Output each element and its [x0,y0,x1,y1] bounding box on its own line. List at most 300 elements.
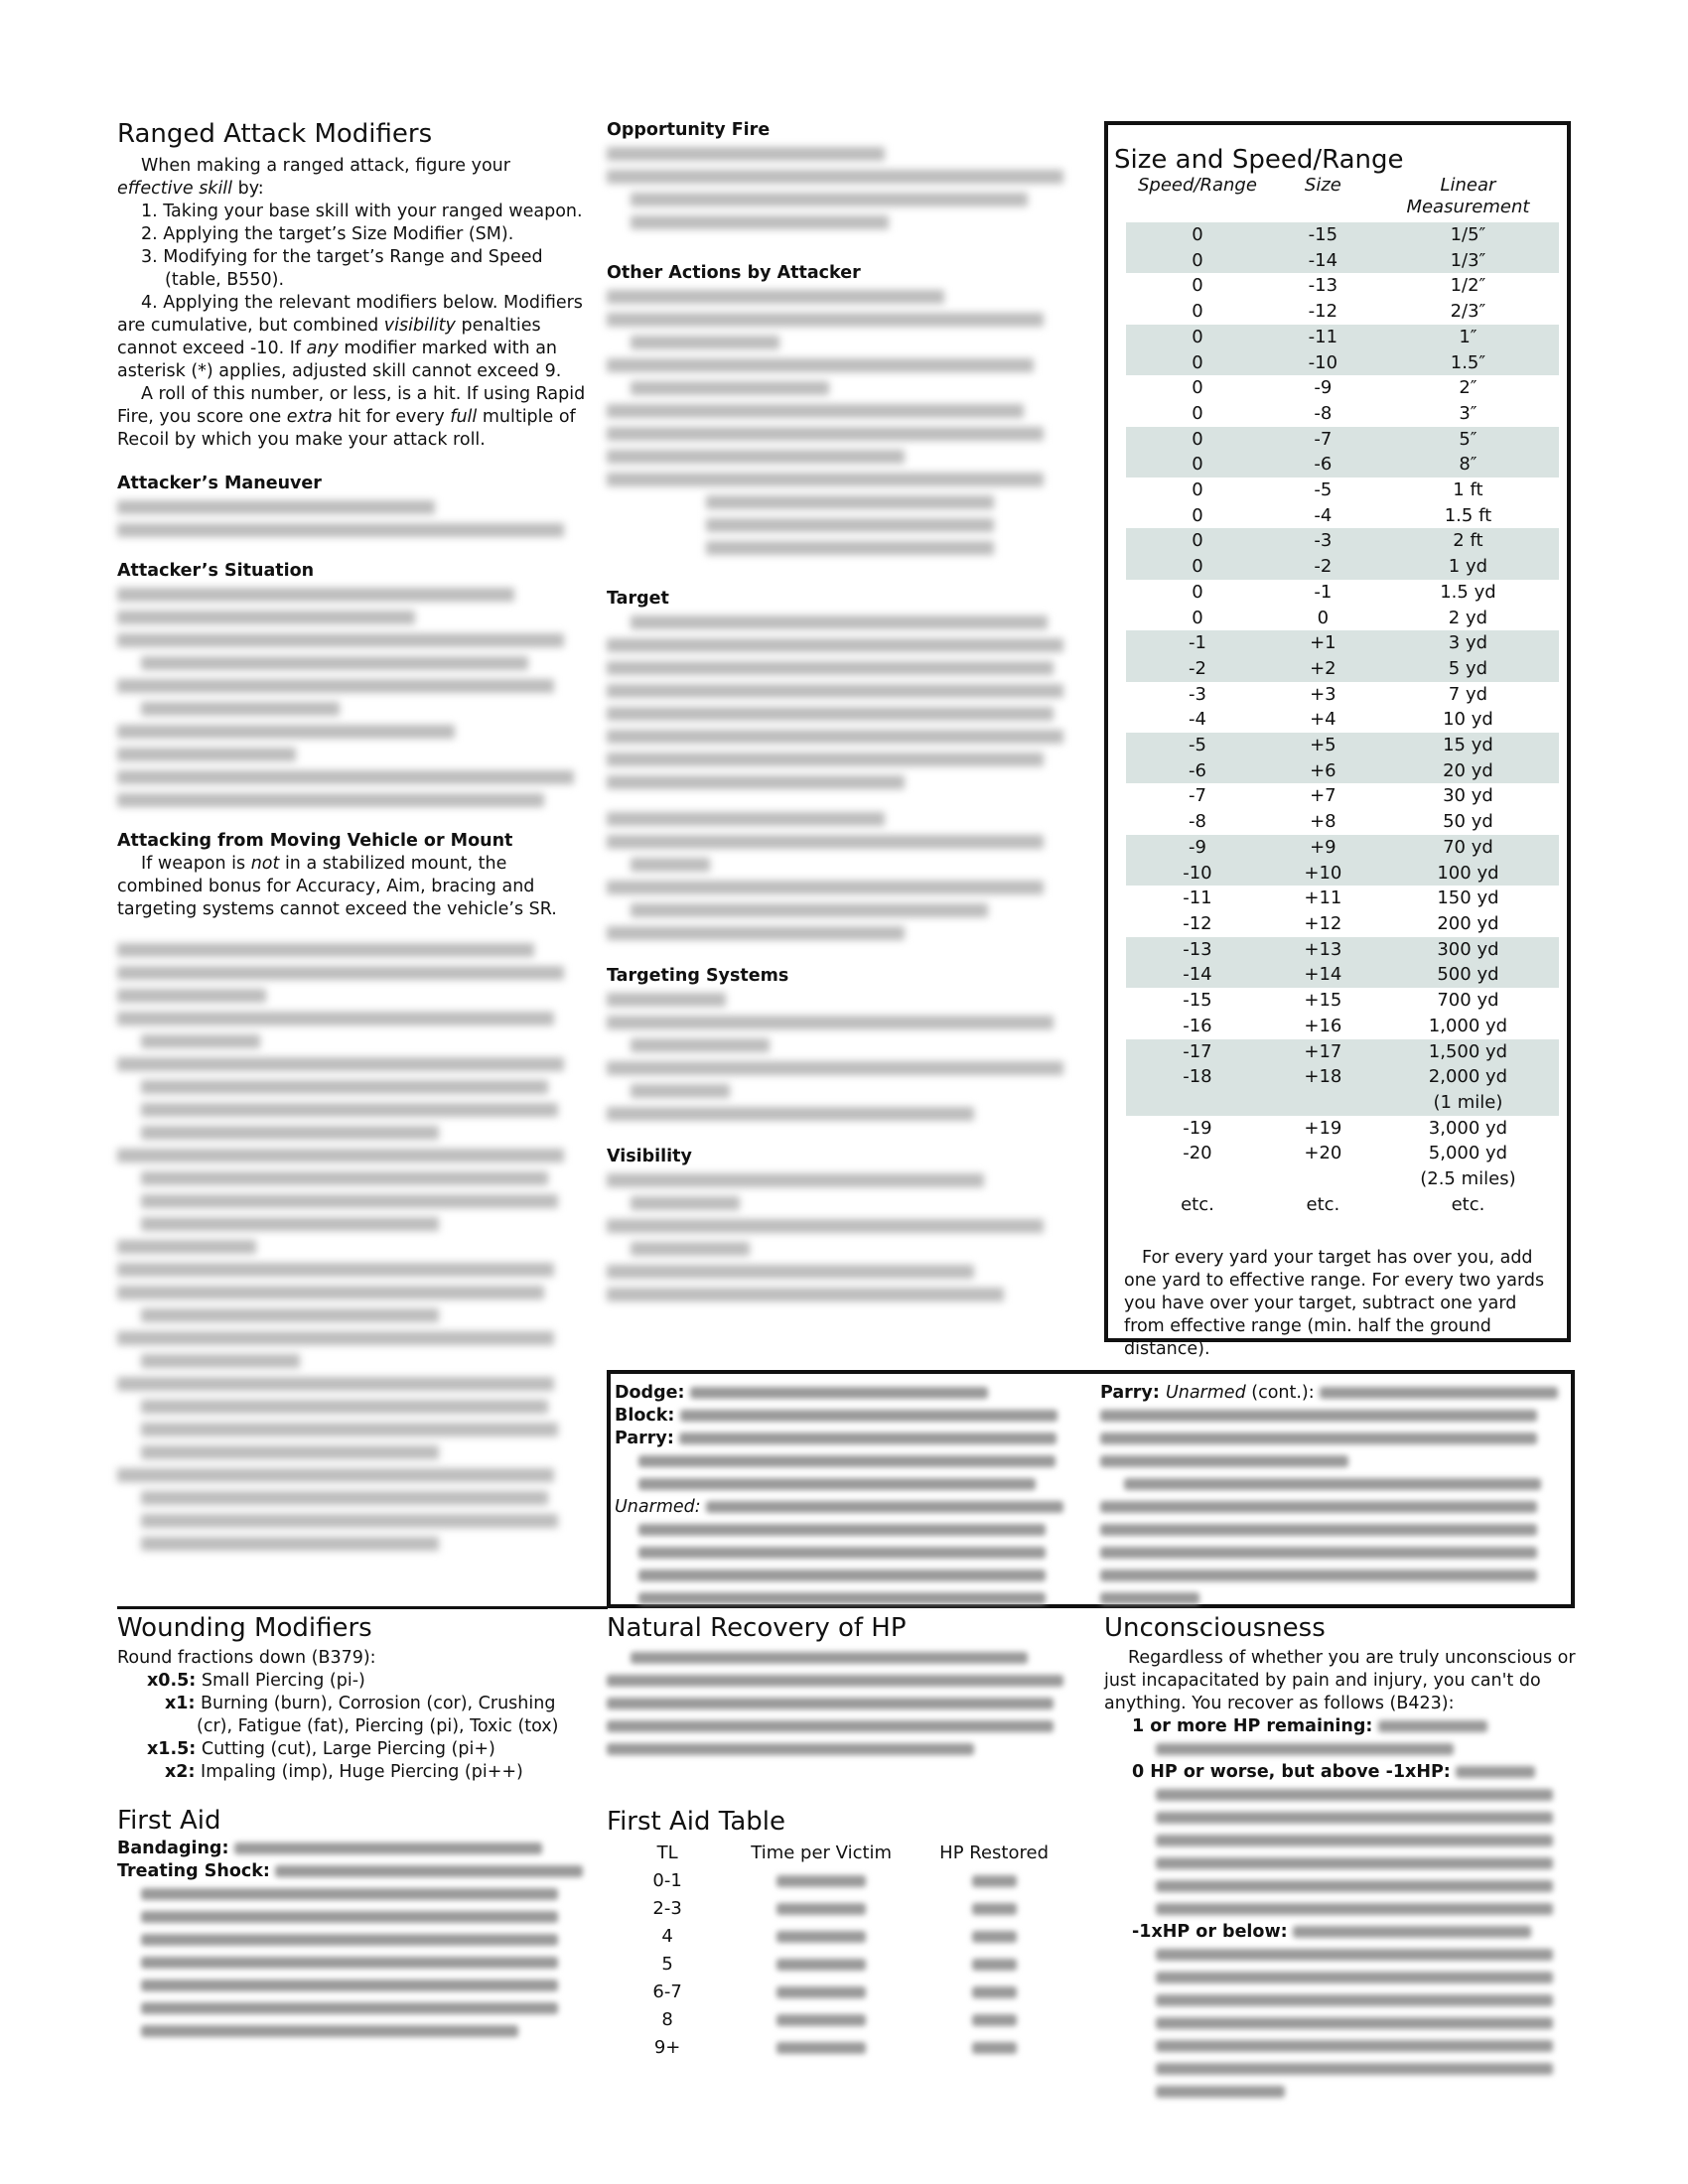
speed-cell: -16 [1183,1015,1212,1036]
linear-cell: 15 yd [1377,733,1559,758]
size-table-row [1126,478,1559,503]
size-cell: +4 [1310,709,1336,731]
linear-cell: 5″ [1377,427,1559,453]
time-cell [728,1978,914,2005]
size-cell: -14 [1269,248,1377,274]
defense-box [607,1370,1575,1608]
size-table-row [1126,375,1559,401]
size-table-row [1126,325,1559,350]
ranged-step: 1. Taking your base skill with your ranged weapon. [141,202,583,221]
blurred-text [638,1547,1046,1559]
time-cell [728,2005,914,2033]
blurred-text [141,1957,558,1969]
size-table-row [1126,528,1559,554]
dodge-row [615,1382,1081,1405]
size-cell: -12 [1308,301,1338,323]
first-aid-row [607,1950,1073,1978]
size-table-row [1126,1192,1559,1218]
maneuver-blurred-text [117,500,592,537]
size-cell: -11 [1269,325,1377,350]
linear-cell: 7 yd [1448,683,1488,705]
size-table-row [1126,222,1559,248]
linear-cell: 150 yd [1437,887,1499,909]
size-cell: 0 [1317,607,1330,628]
size-cell: +2 [1269,656,1377,682]
size-table-row [1126,350,1559,376]
target-blurred-text [607,615,1083,940]
situation-blurred-text [117,588,592,807]
size-cell: +13 [1269,937,1377,963]
speed-cell: -1 [1126,630,1269,656]
col-hp: HP Restored [939,1842,1050,1863]
speed-cell: 0 [1192,607,1203,628]
hp-cell [914,2005,1073,2033]
speed-cell: 0 [1192,581,1203,603]
wounding-title: Wounding Modifiers [117,1613,372,1643]
speed-cell: -4 [1188,709,1206,731]
unconsciousness-section [1104,1613,1581,2104]
unconsciousness-intro: Regardless of whether you are truly unconscious or just incapacitated by pain and injury, you can't do anything. You recover as follows (B423): [1104,1648,1576,1713]
speed-cell: 0 [1192,402,1203,424]
linear-cell: 10 yd [1443,709,1493,731]
other-actions-blurred-text [607,290,1083,555]
col-tl: TL [656,1842,678,1863]
ranged-roll: A roll of this number, or less, is a hit. If using Rapid Fire, you score one extra hit for every full multiple of Recoil by which you make your attack roll. [117,384,586,450]
size-table-row [1126,401,1559,427]
tl-cell: 5 [661,1953,673,1975]
blurred-text [1100,1410,1537,1422]
hp-cell [914,2033,1073,2061]
size-cell: -5 [1314,479,1333,501]
tl-cell: 4 [661,1925,673,1947]
speed-cell: -17 [1126,1039,1269,1065]
speed-cell: -7 [1188,785,1206,807]
size-table-row [1126,1064,1559,1090]
blurred-text [638,1592,1046,1604]
size-table-body [1126,222,1559,1217]
size-table-row [1126,937,1559,963]
linear-cell: etc. [1451,1193,1485,1215]
speed-cell: 0 [1192,504,1203,526]
size-cell: -15 [1269,222,1377,248]
size-table-row [1126,1014,1559,1039]
blurred-text [1100,1433,1537,1444]
wounding-row: x1: Burning (burn), Corrosion (cor), Crushing (cr), Fatigue (fat), Piercing (pi), Toxic (tox) [165,1694,559,1736]
linear-cell: 500 yd [1377,962,1559,988]
linear-cell: 2 ft [1377,528,1559,554]
size-table-row [1126,682,1559,708]
time-cell [728,1922,914,1950]
col-speed-range: Speed/Range [1137,175,1257,196]
first-aid-row [607,2033,1073,2061]
speed-cell [1126,1090,1269,1116]
size-cell: +8 [1310,811,1336,833]
ranged-step-4: 4. Applying the relevant modifiers below. Modifiers are cumulative, but combined visibility penalties cannot exceed -10. If any modifier marked with an asterisk (*) applies, adjusted skill cannot exceed 9. [117,293,583,381]
first-aid-title: First Aid [117,1806,221,1836]
wounding-row: x1.5: Cutting (cut), Large Piercing (pi+) [147,1739,495,1759]
speed-cell: -8 [1188,811,1206,833]
linear-cell: 1/3″ [1377,248,1559,274]
speed-cell: -2 [1126,656,1269,682]
size-table-row [1126,580,1559,606]
size-table-header [1126,175,1559,222]
moving-heading: Attacking from Moving Vehicle or Mount [117,831,513,851]
size-cell: etc. [1306,1193,1340,1215]
blurred-text [1320,1387,1558,1399]
size-table-row [1126,809,1559,835]
size-table-row [1126,1039,1559,1065]
speed-cell: 0 [1192,275,1203,297]
size-table-row [1126,707,1559,733]
blurred-text [1100,1592,1199,1604]
linear-cell: 30 yd [1443,785,1493,807]
speed-cell: -15 [1183,990,1212,1012]
time-cell [728,1950,914,1978]
size-table-row [1126,248,1559,274]
blurred-text [1100,1501,1537,1513]
blurred-text [1156,1743,1454,1755]
targeting-systems-blurred-text [607,993,1083,1121]
blurred-text [638,1570,1046,1581]
size-cell: -9 [1314,377,1333,399]
blurred-text [1156,1972,1553,1983]
col-linear: Linear Measurement [1406,175,1530,217]
size-table-row [1126,656,1559,682]
blurred-text [680,1410,1057,1422]
size-cell: -7 [1269,427,1377,453]
section-divider [117,1606,608,1609]
block-row [615,1405,1081,1428]
tl-cell: 0-1 [652,1869,682,1891]
linear-cell: (1 mile) [1377,1090,1559,1116]
size-cell: -1 [1314,581,1333,603]
recover-neg-hp-row: -1xHP or below: [1104,1921,1581,1944]
speed-cell: 0 [1126,248,1269,274]
blurred-text [706,1501,1063,1513]
speed-cell: -10 [1126,861,1269,887]
size-cell: +5 [1269,733,1377,758]
size-table-row [1126,1166,1559,1192]
linear-cell: 50 yd [1443,811,1493,833]
hp-cell [914,1866,1073,1894]
speed-cell: -13 [1126,937,1269,963]
linear-cell: 2″ [1459,377,1477,399]
moving-text: If weapon is not in a stabilized mount, the combined bonus for Accuracy, Aim, bracing and targeting systems cannot exceed the vehicle’s SR. [117,854,557,919]
ranged-step: 2. Applying the target’s Size Modifier (SM). [141,224,514,244]
blurred-text [638,1455,1055,1467]
hp-cell [914,1950,1073,1978]
size-cell: -2 [1269,554,1377,580]
speed-cell: 0 [1126,325,1269,350]
blurred-text [1156,1835,1553,1846]
middle-column [607,119,1083,1310]
linear-cell: 1/5″ [1377,222,1559,248]
size-cell: -10 [1269,350,1377,376]
size-cell: +3 [1310,683,1336,705]
blurred-text [1100,1455,1348,1467]
blurred-text [638,1478,1036,1490]
blurred-text [607,1675,1063,1687]
size-table-row [1126,630,1559,656]
unconsciousness-title: Unconsciousness [1104,1613,1326,1643]
blurred-text [1156,2063,1553,2075]
moving-blurred-text [117,943,592,1551]
speed-cell [1126,1166,1269,1192]
wounding-row: x0.5: Small Piercing (pi-) [147,1671,365,1691]
blurred-text [1100,1570,1537,1581]
linear-cell: 1 ft [1453,479,1483,501]
blurred-text [275,1865,583,1877]
tl-cell: 8 [661,2008,673,2030]
tl-cell: 2-3 [652,1897,682,1919]
situation-heading: Attacker’s Situation [117,561,315,581]
size-table-row [1126,452,1559,478]
recovery-section [607,1613,1083,2061]
size-cell: -13 [1308,275,1338,297]
linear-cell: 70 yd [1377,835,1559,861]
speed-cell: -12 [1183,912,1212,934]
blurred-text [1456,1766,1535,1778]
recovery-title: Natural Recovery of HP [607,1613,907,1643]
size-cell: +7 [1310,785,1336,807]
size-table-row [1126,783,1559,809]
blurred-text [1156,2017,1553,2029]
target-heading: Target [607,589,669,609]
hp-cell [914,1978,1073,2005]
blurred-text [679,1433,1056,1444]
size-cell: +19 [1304,1117,1342,1139]
size-cell: +15 [1304,990,1342,1012]
recover-0hp-row: 0 HP or worse, but above -1xHP: [1104,1761,1581,1784]
time-cell [728,2033,914,2061]
size-table-row [1126,273,1559,299]
linear-cell: 700 yd [1437,990,1499,1012]
size-cell: +16 [1304,1015,1342,1036]
other-actions-heading: Other Actions by Attacker [607,263,861,283]
size-table-row [1126,988,1559,1014]
blurred-text [1293,1926,1531,1938]
size-table-row [1126,835,1559,861]
time-cell [728,1894,914,1922]
linear-cell: 2 yd [1448,607,1488,628]
speed-cell: 0 [1192,301,1203,323]
blurred-text [690,1387,988,1399]
ranged-intro: When making a ranged attack, figure your effective skill by: [117,156,510,199]
blurred-text [1156,1880,1553,1892]
linear-cell: 1,000 yd [1428,1015,1508,1036]
size-cell: +12 [1304,912,1342,934]
size-table-row [1126,299,1559,325]
speed-cell: -9 [1126,835,1269,861]
linear-cell: 100 yd [1377,861,1559,887]
size-table-row [1126,911,1559,937]
unarmed-label: Unarmed: [615,1497,701,1517]
blurred-text [141,2025,518,2037]
opportunity-blurred-text [607,147,1083,229]
blurred-text [234,1843,542,1854]
size-cell: +10 [1269,861,1377,887]
speed-cell: -3 [1188,683,1206,705]
size-table-row [1126,758,1559,784]
linear-cell: 300 yd [1377,937,1559,963]
unarmed-row [615,1496,1081,1519]
speed-cell: etc. [1181,1193,1214,1215]
size-table-row [1126,427,1559,453]
time-cell [728,1866,914,1894]
blurred-text [607,1720,1054,1732]
linear-cell: 1.5 yd [1440,581,1496,603]
size-cell [1269,1166,1377,1192]
first-aid-row [607,2005,1073,2033]
blurred-text [1156,1994,1553,2006]
blurred-text [631,1652,1028,1664]
linear-cell: 20 yd [1377,758,1559,784]
size-table-row [1126,1141,1559,1166]
speed-cell: 0 [1192,479,1203,501]
tl-cell: 9+ [653,2036,681,2058]
wounding-section [117,1613,594,2043]
speed-cell: -11 [1183,887,1212,909]
blurred-text [638,1524,1046,1536]
first-aid-row [607,1978,1073,2005]
size-table-row [1126,1090,1559,1116]
blurred-text [141,1888,558,1900]
wounding-list [117,1670,594,1784]
first-aid-row [607,1922,1073,1950]
blurred-text [141,2002,558,2014]
blurred-text [1156,1789,1553,1801]
blurred-text [1156,2040,1553,2052]
blurred-text [1124,1478,1541,1490]
speed-cell: -6 [1126,758,1269,784]
size-table-row [1126,886,1559,911]
hp-cell [914,1894,1073,1922]
col-time: Time per Victim [751,1842,893,1863]
dodge-label: Dodge: [615,1383,685,1403]
size-cell: +20 [1304,1143,1342,1164]
blurred-text [1100,1524,1537,1536]
speed-cell: 0 [1126,554,1269,580]
speed-cell: 0 [1126,222,1269,248]
size-cell: -4 [1314,504,1333,526]
size-cell: +18 [1269,1064,1377,1090]
size-cell: +6 [1269,758,1377,784]
size-table-row [1126,554,1559,580]
size-cell [1269,1090,1377,1116]
blurred-text [1100,1547,1537,1559]
first-aid-table-header [607,1839,1073,1866]
size-cell: +14 [1269,962,1377,988]
size-cell: +9 [1269,835,1377,861]
size-table-note: For every yard your target has over you, add one yard to effective range. For every two yards you have over your target, subtract one yard from effective range (min. half the ground distance). [1124,1248,1545,1360]
size-table-row [1126,1116,1559,1142]
first-aid-table [607,1839,1073,2061]
blurred-text [141,1911,558,1923]
size-table-row [1126,861,1559,887]
size-speed-range-box [1104,121,1571,1360]
linear-cell: (2.5 miles) [1420,1168,1516,1190]
size-table-row [1126,503,1559,529]
linear-cell: 1.5″ [1377,350,1559,376]
ranged-steps [117,201,592,292]
ranged-title: Ranged Attack Modifiers [117,119,433,149]
linear-cell: 8″ [1377,452,1559,478]
speed-cell: -20 [1183,1143,1212,1164]
speed-cell: -18 [1126,1064,1269,1090]
parry-row [615,1428,1081,1450]
speed-cell: 0 [1126,427,1269,453]
blurred-text [1156,1949,1553,1961]
wounding-row: x2: Impaling (imp), Huge Piercing (pi++) [165,1762,523,1782]
size-cell: -6 [1269,452,1377,478]
parry-label: Parry: [615,1429,674,1448]
size-cell: +1 [1269,630,1377,656]
linear-cell: 1″ [1377,325,1559,350]
linear-cell: 3,000 yd [1428,1117,1508,1139]
first-aid-row [607,1894,1073,1922]
tl-cell: 6-7 [652,1980,682,2002]
blurred-text [1378,1720,1487,1732]
size-speed-range-table [1126,175,1559,1217]
linear-cell: 2/3″ [1450,301,1486,323]
size-cell: -3 [1269,528,1377,554]
linear-cell: 5 yd [1377,656,1559,682]
size-cell: -8 [1314,402,1333,424]
targeting-systems-heading: Targeting Systems [607,966,789,986]
linear-cell: 1.5 ft [1444,504,1492,526]
first-aid-row [607,1866,1073,1894]
size-table-row [1126,733,1559,758]
ranged-step: 3. Modifying for the target’s Range and Speed (table, B550). [141,247,543,290]
linear-cell: 1/2″ [1450,275,1486,297]
bandaging-row: Bandaging: [117,1838,594,1860]
blurred-text [1156,1812,1553,1824]
linear-cell: 1 yd [1377,554,1559,580]
speed-cell: 0 [1126,528,1269,554]
left-column [117,119,592,1560]
speed-cell: -5 [1126,733,1269,758]
linear-cell: 5,000 yd [1428,1143,1508,1164]
speed-cell: 0 [1126,452,1269,478]
hp-cell [914,1922,1073,1950]
parry-unarmed-cont-row: Parry: Unarmed (cont.): [1100,1382,1567,1405]
size-cell: +11 [1304,887,1342,909]
blurred-text [607,1698,1054,1709]
col-size: Size [1304,175,1341,196]
first-aid-table-body [607,1866,1073,2061]
size-table-row [1126,962,1559,988]
blurred-text [1156,1857,1553,1869]
recover-1hp-row: 1 or more HP remaining: [1104,1715,1581,1738]
wounding-intro: Round fractions down (B379): [117,1648,376,1668]
first-aid-table-title: First Aid Table [607,1807,785,1837]
size-table-title: Size and Speed/Range [1114,145,1404,175]
blurred-text [1156,1903,1553,1915]
size-cell: +17 [1269,1039,1377,1065]
speed-cell: -14 [1126,962,1269,988]
linear-cell: 2,000 yd [1377,1064,1559,1090]
linear-cell: 3 yd [1377,630,1559,656]
speed-cell: -19 [1183,1117,1212,1139]
treating-shock-row: Treating Shock: [117,1860,594,1883]
block-label: Block: [615,1406,675,1426]
blurred-text [141,1934,558,1946]
linear-cell: 200 yd [1437,912,1499,934]
visibility-blurred-text [607,1173,1083,1301]
visibility-heading: Visibility [607,1147,692,1166]
speed-cell: 0 [1192,377,1203,399]
blurred-text [141,1979,558,1991]
